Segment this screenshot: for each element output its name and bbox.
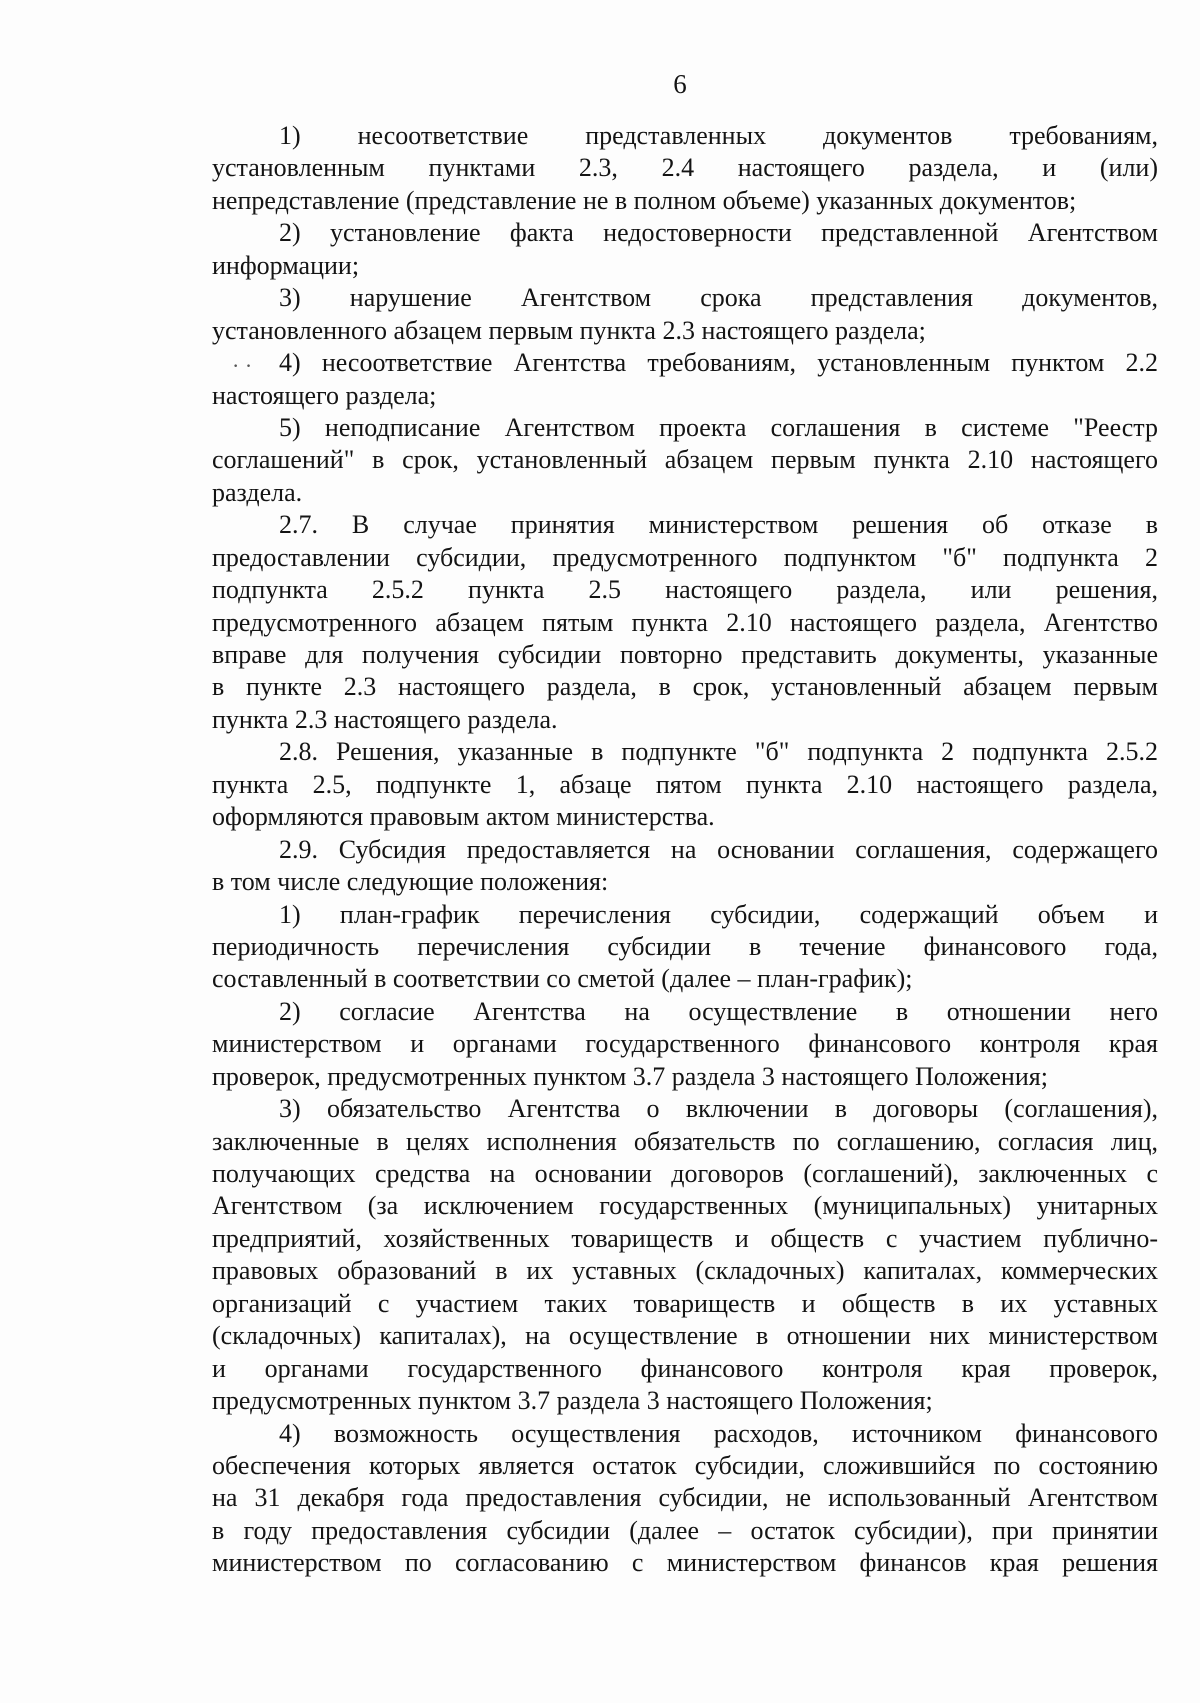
- text-line: получающих средства на основании договоров (соглашений), заключенных с: [212, 1159, 1158, 1188]
- text-line: пункта 2.3 настоящего раздела.: [212, 704, 558, 734]
- text-line: 4) возможность осуществления расходов, источником финансового: [279, 1418, 1158, 1448]
- text-line: правовых образований в их уставных (складочных) капиталах, коммерческих: [212, 1256, 1158, 1286]
- text-line: 2) согласие Агентства на осуществление в отношении него: [279, 996, 1158, 1026]
- text-line: информации;: [212, 250, 360, 280]
- text-line: раздела.: [212, 477, 303, 507]
- text-line: предусмотренных пунктом 3.7 раздела 3 настоящего Положения;: [212, 1386, 933, 1416]
- text-line: предоставлении субсидии, предусмотренного подпунктом "б" подпункта 2: [212, 542, 1158, 572]
- text-line: заключенные в целях исполнения обязательств по соглашению, согласия лиц,: [212, 1126, 1158, 1156]
- scan-speck: · ·: [232, 353, 253, 378]
- text-line: министерством по согласованию с министерством финансов края решения: [212, 1548, 1158, 1578]
- text-line: соглашений" в срок, установленный абзацем первым пункта 2.10 настоящего: [212, 445, 1158, 475]
- text-line: в пункте 2.3 настоящего раздела, в срок, установленный абзацем первым: [212, 672, 1158, 702]
- text-line: 1) план-график перечисления субсидии, содержащий объем и: [279, 899, 1158, 929]
- text-line: 2.9. Субсидия предоставляется на основании соглашения, содержащего: [279, 834, 1158, 864]
- text-line: пункта 2.5, подпункте 1, абзаце пятом пункта 2.10 настоящего раздела,: [212, 769, 1158, 799]
- text-line: предусмотренного абзацем пятым пункта 2.10 настоящего раздела, Агентство: [212, 607, 1158, 637]
- text-line: периодичность перечисления субсидии в течение финансового года,: [212, 931, 1158, 961]
- text-line: установленного абзацем первым пункта 2.3 настоящего раздела;: [212, 315, 926, 345]
- text-line: 2) установление факта недостоверности представленной Агентством: [279, 218, 1158, 248]
- text-line: в году предоставления субсидии (далее – остаток субсидии), при принятии: [212, 1515, 1158, 1545]
- text-line: на 31 декабря года предоставления субсидии, не использованный Агентством: [212, 1483, 1158, 1513]
- text-line: вправе для получения субсидии повторно представить документы, указанные: [212, 640, 1158, 669]
- text-line: в том числе следующие положения:: [212, 867, 609, 897]
- text-line: Агентством (за исключением государственных (муниципальных) унитарных: [212, 1191, 1158, 1221]
- text-line: предприятий, хозяйственных товариществ и обществ с участием публично-: [212, 1223, 1158, 1253]
- text-line: проверок, предусмотренных пунктом 3.7 раздела 3 настоящего Положения;: [212, 1061, 1048, 1091]
- text-line: установленным пунктами 2.3, 2.4 настоящего раздела, и (или): [212, 153, 1158, 183]
- text-line: (складочных) капиталах), на осуществление в отношении них министерством: [212, 1321, 1158, 1351]
- text-line: 3) обязательство Агентства о включении в договоры (соглашения),: [279, 1094, 1158, 1124]
- text-line: 4) несоответствие Агентства требованиям, установленным пунктом 2.2: [279, 348, 1158, 378]
- page-number: 6: [673, 69, 687, 99]
- text-line: 1) несоответствие представленных документов требованиям,: [279, 121, 1158, 150]
- text-line: организаций с участием таких товариществ и обществ в их уставных: [212, 1288, 1158, 1318]
- text-line: и органами государственного финансового контроля края проверок,: [212, 1353, 1158, 1383]
- text-line: 2.8. Решения, указанные в подпункте "б" подпункта 2 подпункта 2.5.2: [279, 737, 1158, 767]
- text-line: непредставление (представление не в полном объеме) указанных документов;: [212, 185, 1077, 215]
- document-body: [212, 120, 1158, 1580]
- text-line: настоящего раздела;: [212, 380, 437, 410]
- text-line: 2.7. В случае принятия министерством решения об отказе в: [279, 510, 1158, 540]
- text-line: 5) неподписание Агентством проекта соглашения в системе "Реестр: [279, 412, 1158, 442]
- text-line: оформляются правовым актом министерства.: [212, 802, 715, 832]
- text-line: 3) нарушение Агентством срока представления документов,: [279, 283, 1158, 313]
- text-line: министерством и органами государственного финансового контроля края: [212, 1029, 1158, 1059]
- text-line: обеспечения которых является остаток субсидии, сложившийся по состоянию: [212, 1450, 1158, 1480]
- text-line: подпункта 2.5.2 пункта 2.5 настоящего раздела, или решения,: [212, 575, 1158, 605]
- text-line: составленный в соответствии со сметой (далее – план-график);: [212, 964, 913, 994]
